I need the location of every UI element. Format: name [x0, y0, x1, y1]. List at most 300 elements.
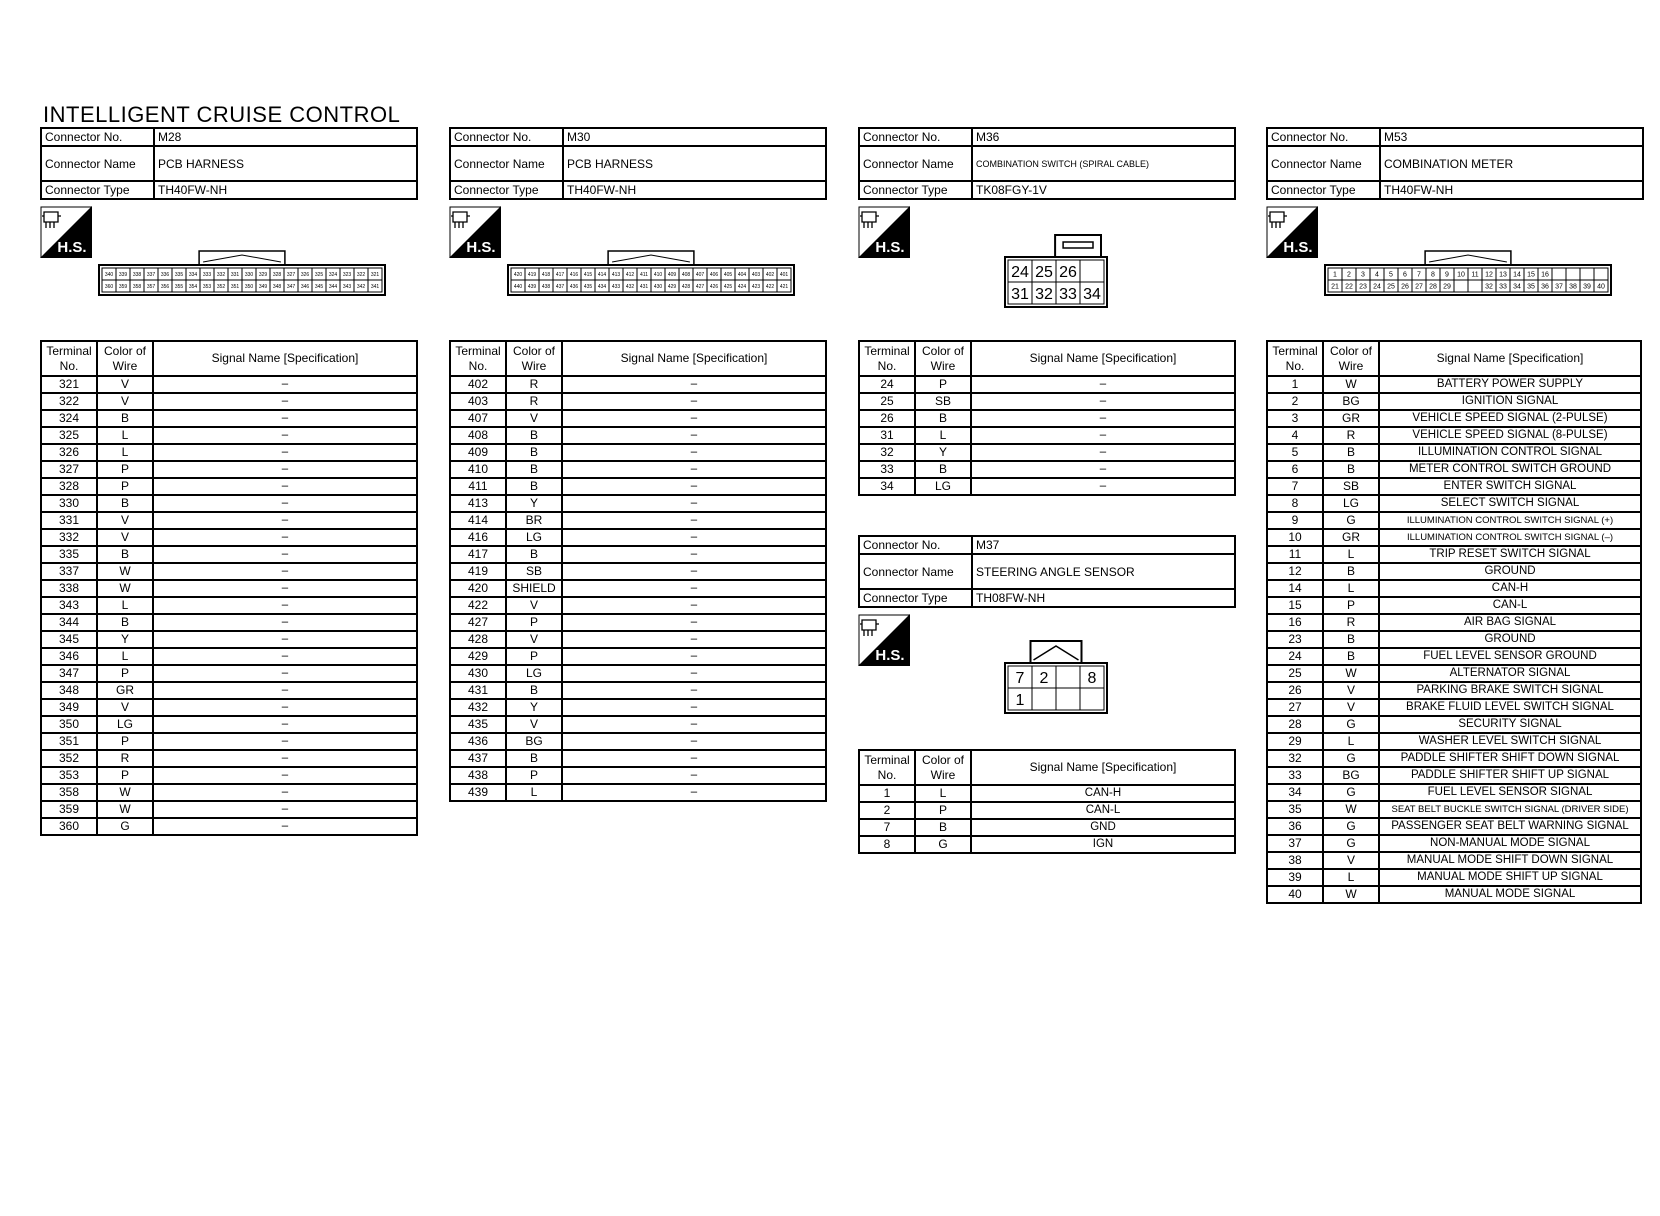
wire-color-cell: Y [506, 495, 562, 512]
signal-name-cell: CAN-L [1379, 597, 1641, 614]
table-row [1267, 750, 1641, 767]
hs-label: H.S. [466, 239, 496, 256]
wire-color-cell: W [1323, 886, 1379, 903]
table-row [1267, 393, 1641, 410]
connector-pin-label: 436 [569, 283, 579, 290]
connector-pin-label: 4 [1375, 271, 1379, 279]
terminal-no-cell: 327 [41, 461, 97, 478]
wire-color-cell: L [1323, 869, 1379, 886]
signal-name-cell: PADDLE SHIFTER SHIFT UP SIGNAL [1379, 767, 1641, 784]
terminal-no-cell: 11 [1267, 546, 1323, 563]
signal-name-cell: – [153, 393, 417, 410]
wire-color-cell: B [1323, 444, 1379, 461]
terminal-no-cell: 439 [450, 784, 506, 801]
table-row [41, 631, 417, 648]
connector-pin-label: 430 [653, 283, 663, 290]
table-row [450, 563, 826, 580]
terminal-no-cell: 33 [859, 461, 915, 478]
wire-color-cell: B [506, 427, 562, 444]
signal-name-cell: – [153, 461, 417, 478]
terminal-no-cell: 37 [1267, 835, 1323, 852]
wire-color-cell: B [1323, 563, 1379, 580]
signal-name-cell: – [562, 478, 826, 495]
connector-pin-cell [1580, 268, 1594, 280]
connector-pin-label: 27 [1415, 283, 1423, 291]
connector-pin-label: 434 [597, 283, 607, 290]
connector-pin-label: 340 [104, 271, 114, 278]
connector-pin-label: 405 [723, 271, 733, 278]
table-row [41, 546, 417, 563]
table-row [859, 376, 1235, 393]
connector-pin-label: 330 [244, 271, 254, 278]
wire-color-cell: LG [506, 529, 562, 546]
wire-color-cell: BG [1323, 393, 1379, 410]
signal-name-cell: – [153, 767, 417, 784]
connector-info-table [449, 127, 827, 200]
terminal-no-cell: 27 [1267, 699, 1323, 716]
connector-pin-cell [1080, 688, 1104, 710]
table-row [41, 427, 417, 444]
wire-color-cell: P [97, 733, 153, 750]
table-row [450, 580, 826, 597]
terminal-no-cell: 16 [1267, 614, 1323, 631]
signal-name-cell: CAN-L [971, 802, 1235, 819]
terminal-no-cell: 31 [859, 427, 915, 444]
color-of-wire-header: Color of Wire [506, 341, 562, 376]
table-row [1267, 563, 1641, 580]
connector-pin-label: 323 [342, 271, 352, 278]
signal-name-cell: – [153, 546, 417, 563]
table-row [41, 529, 417, 546]
connector-pin-label: 328 [272, 271, 282, 278]
wire-color-cell: SHIELD [506, 580, 562, 597]
connector-pin-label: 418 [541, 271, 551, 278]
wire-color-cell: W [1323, 376, 1379, 393]
signal-name-cell: – [562, 665, 826, 682]
wire-color-cell: SB [915, 393, 971, 410]
connector-pin-label: 431 [639, 283, 649, 290]
wire-color-cell: V [1323, 852, 1379, 869]
signal-name-cell: MANUAL MODE SHIFT UP SIGNAL [1379, 869, 1641, 886]
terminal-no-cell: 29 [1267, 733, 1323, 750]
wire-color-cell: P [915, 376, 971, 393]
signal-name-cell: – [562, 427, 826, 444]
table-row [1267, 648, 1641, 665]
signal-name-cell: – [153, 750, 417, 767]
color-of-wire-header: Color of Wire [915, 750, 971, 785]
signal-name-header: Signal Name [Specification] [971, 750, 1235, 785]
table-row [859, 427, 1235, 444]
signal-name-cell: – [153, 665, 417, 682]
connector-m37-panel [858, 535, 1236, 608]
signal-name-cell: – [153, 529, 417, 546]
table-row [1267, 529, 1641, 546]
terminal-no-cell: 15 [1267, 597, 1323, 614]
connector-type-label: Connector Type [450, 181, 563, 199]
connector-pin-label: 335 [174, 271, 184, 278]
connector-info-table [40, 127, 418, 200]
signal-name-cell: – [562, 495, 826, 512]
table-row [450, 597, 826, 614]
wire-color-cell: L [97, 427, 153, 444]
terminal-no-cell: 25 [859, 393, 915, 410]
table-row [41, 767, 417, 784]
table-row [1267, 733, 1641, 750]
connector-type-label: Connector Type [859, 181, 972, 199]
connector-pin-label: 342 [356, 283, 366, 290]
signal-name-cell: PASSENGER SEAT BELT WARNING SIGNAL [1379, 818, 1641, 835]
table-row [41, 580, 417, 597]
table-row [41, 461, 417, 478]
connector-pin-label: 32 [1485, 283, 1493, 291]
terminal-no-cell: 351 [41, 733, 97, 750]
connector-m28-face [98, 250, 386, 301]
connector-type-value: TH08FW-NH [972, 589, 1235, 607]
terminal-no-cell: 38 [1267, 852, 1323, 869]
connector-pin-label: 402 [765, 271, 775, 278]
table-row [450, 427, 826, 444]
connector-pin-label: 34 [1513, 283, 1521, 291]
connector-pin-label: 21 [1331, 283, 1339, 291]
signal-name-cell: – [562, 597, 826, 614]
connector-pin-label: 36 [1541, 283, 1549, 291]
wire-color-cell: R [506, 393, 562, 410]
wire-color-cell: V [506, 597, 562, 614]
wire-color-cell: G [915, 836, 971, 853]
signal-name-cell: VEHICLE SPEED SIGNAL (8-PULSE) [1379, 427, 1641, 444]
wire-color-cell: L [915, 785, 971, 802]
wire-color-cell: W [97, 580, 153, 597]
harness-side-icon [40, 206, 92, 258]
terminal-no-cell: 32 [859, 444, 915, 461]
wire-color-cell: SB [506, 563, 562, 580]
wire-color-cell: P [506, 614, 562, 631]
signal-name-cell: – [153, 495, 417, 512]
terminal-no-cell: 35 [1267, 801, 1323, 818]
connector-type-label: Connector Type [41, 181, 154, 199]
connector-pin-label: 326 [300, 271, 310, 278]
terminal-table-m30-panel [449, 340, 827, 802]
connector-pin-cell [1056, 666, 1080, 688]
connector-name-label: Connector Name [450, 146, 563, 181]
wire-color-cell: Y [506, 699, 562, 716]
terminal-table-m28-panel [40, 340, 418, 836]
connector-pin-label: 410 [653, 271, 663, 278]
terminal-no-cell: 411 [450, 478, 506, 495]
terminal-no-header: Terminal No. [41, 341, 97, 376]
connector-pin-label: 439 [527, 283, 537, 290]
harness-side-icon [858, 614, 910, 666]
hs-label: H.S. [1283, 239, 1313, 256]
table-row [1267, 580, 1641, 597]
terminal-no-cell: 344 [41, 614, 97, 631]
signal-name-cell: – [153, 614, 417, 631]
connector-type-value: TH40FW-NH [563, 181, 826, 199]
terminal-no-cell: 4 [1267, 427, 1323, 444]
signal-name-cell: – [562, 716, 826, 733]
wire-color-cell: G [1323, 818, 1379, 835]
wire-color-cell: SB [1323, 478, 1379, 495]
connector-no-value: M30 [563, 128, 826, 146]
signal-name-cell: – [153, 376, 417, 393]
terminal-no-cell: 416 [450, 529, 506, 546]
wire-color-cell: B [1323, 648, 1379, 665]
terminal-no-cell: 12 [1267, 563, 1323, 580]
connector-pin-label: 406 [709, 271, 719, 278]
terminal-no-cell: 33 [1267, 767, 1323, 784]
table-row [1267, 682, 1641, 699]
terminal-no-cell: 352 [41, 750, 97, 767]
signal-name-cell: – [562, 699, 826, 716]
table-row [450, 767, 826, 784]
signal-name-cell: – [562, 529, 826, 546]
wire-color-cell: B [97, 614, 153, 631]
table-row [1267, 699, 1641, 716]
wire-color-cell: W [97, 563, 153, 580]
table-row [450, 410, 826, 427]
connector-pin-label: 7 [1015, 669, 1025, 687]
table-row [450, 733, 826, 750]
connector-pin-label: 34 [1083, 285, 1101, 303]
signal-name-cell: – [562, 444, 826, 461]
wire-color-cell: P [97, 665, 153, 682]
connector-face-graphic [507, 250, 795, 296]
wire-color-cell: V [506, 410, 562, 427]
terminal-no-cell: 6 [1267, 461, 1323, 478]
connector-info-table [1266, 127, 1644, 200]
connector-pin-label: 343 [342, 283, 352, 290]
terminal-no-cell: 39 [1267, 869, 1323, 886]
signal-name-cell: FUEL LEVEL SENSOR GROUND [1379, 648, 1641, 665]
terminal-no-cell: 420 [450, 580, 506, 597]
table-row [450, 376, 826, 393]
connector-pin-label: 337 [146, 271, 156, 278]
table-row [859, 393, 1235, 410]
signal-name-cell: – [153, 478, 417, 495]
wire-color-cell: W [1323, 665, 1379, 682]
connector-pin-label: 427 [695, 283, 705, 290]
connector-pin-label: 331 [230, 271, 240, 278]
wire-color-cell: GR [97, 682, 153, 699]
signal-name-cell: – [153, 512, 417, 529]
wire-color-cell: L [97, 597, 153, 614]
terminal-no-cell: 28 [1267, 716, 1323, 733]
hs-label: H.S. [875, 647, 905, 664]
table-header-row [859, 341, 1235, 376]
connector-pin-label: 425 [723, 283, 733, 290]
wire-color-cell: LG [1323, 495, 1379, 512]
wire-color-cell: B [506, 444, 562, 461]
connector-pin-label: 401 [779, 271, 789, 278]
connector-pin-label: 341 [370, 283, 380, 290]
connector-pin-label: 352 [216, 283, 226, 290]
connector-no-label: Connector No. [1267, 128, 1380, 146]
terminal-no-cell: 322 [41, 393, 97, 410]
table-row [1267, 631, 1641, 648]
connector-m53-face [1324, 250, 1612, 301]
terminal-no-cell: 402 [450, 376, 506, 393]
connector-m36-face [1004, 234, 1108, 313]
connector-pin-label: 344 [328, 283, 338, 290]
terminal-no-cell: 2 [1267, 393, 1323, 410]
connector-name-value: PCB HARNESS [154, 146, 417, 181]
color-of-wire-header: Color of Wire [915, 341, 971, 376]
terminal-no-cell: 431 [450, 682, 506, 699]
connector-type-label: Connector Type [1267, 181, 1380, 199]
wire-color-cell: BG [506, 733, 562, 750]
wire-color-cell: L [1323, 546, 1379, 563]
signal-name-cell: SECURITY SIGNAL [1379, 716, 1641, 733]
terminal-no-cell: 346 [41, 648, 97, 665]
connector-pin-label: 353 [202, 283, 212, 290]
table-row [859, 444, 1235, 461]
connector-pin-label: 11 [1471, 271, 1479, 279]
signal-name-cell: – [971, 461, 1235, 478]
connector-no-value: M36 [972, 128, 1235, 146]
signal-name-cell: CAN-H [1379, 580, 1641, 597]
table-header-row [41, 341, 417, 376]
connector-pin-label: 338 [132, 271, 142, 278]
connector-pin-label: 356 [160, 283, 170, 290]
connector-pin-label: 354 [188, 283, 198, 290]
terminal-no-cell: 435 [450, 716, 506, 733]
signal-name-cell: – [562, 393, 826, 410]
connector-pin-label: 25 [1387, 283, 1395, 291]
terminal-no-cell: 343 [41, 597, 97, 614]
terminal-table [858, 749, 1236, 854]
wire-color-cell: V [1323, 682, 1379, 699]
wire-color-cell: LG [915, 478, 971, 495]
wire-color-cell: B [506, 750, 562, 767]
connector-pin-label: 24 [1011, 263, 1029, 281]
connector-pin-label: 8 [1431, 271, 1435, 279]
connector-pin-label: 415 [583, 271, 593, 278]
wire-color-cell: L [506, 784, 562, 801]
terminal-no-cell: 409 [450, 444, 506, 461]
terminal-no-cell: 419 [450, 563, 506, 580]
wire-color-cell: GR [1323, 529, 1379, 546]
harness-side-icon [858, 206, 910, 258]
connector-pin-label: 409 [667, 271, 677, 278]
connector-pin-label: 432 [625, 283, 635, 290]
terminal-no-cell: 26 [859, 410, 915, 427]
connector-pin-label: 5 [1389, 271, 1393, 279]
signal-name-cell: – [153, 427, 417, 444]
signal-name-cell: – [153, 801, 417, 818]
terminal-table-m36-panel [858, 340, 1236, 496]
wire-color-cell: Y [915, 444, 971, 461]
signal-name-cell: ENTER SWITCH SIGNAL [1379, 478, 1641, 495]
table-row [450, 546, 826, 563]
wire-color-cell: P [506, 648, 562, 665]
terminal-no-cell: 321 [41, 376, 97, 393]
connector-pin-label: 413 [611, 271, 621, 278]
wire-color-cell: G [1323, 835, 1379, 852]
connector-name-value: STEERING ANGLE SENSOR [972, 554, 1235, 589]
harness-side-icon-graphic [40, 206, 92, 258]
connector-pin-label: 426 [709, 283, 719, 290]
connector-pin-label: 359 [118, 283, 128, 290]
connector-pin-label: 349 [258, 283, 268, 290]
connector-pin-label: 33 [1499, 283, 1507, 291]
connector-pin-label: 9 [1445, 271, 1449, 279]
wire-color-cell: V [506, 631, 562, 648]
wire-color-cell: GR [1323, 410, 1379, 427]
terminal-no-cell: 332 [41, 529, 97, 546]
terminal-no-cell: 338 [41, 580, 97, 597]
signal-name-cell: SELECT SWITCH SIGNAL [1379, 495, 1641, 512]
connector-pin-label: 333 [202, 271, 212, 278]
connector-name-value: PCB HARNESS [563, 146, 826, 181]
connector-pin-cell [1594, 268, 1608, 280]
wire-color-cell: B [506, 478, 562, 495]
connector-pin-label: 423 [751, 283, 761, 290]
signal-name-cell: – [562, 733, 826, 750]
table-row [450, 529, 826, 546]
table-row [1267, 784, 1641, 801]
table-row [41, 648, 417, 665]
signal-name-cell: – [971, 478, 1235, 495]
connector-pin-label: 435 [583, 283, 593, 290]
wire-color-cell: R [506, 376, 562, 393]
connector-pin-label: 350 [244, 283, 254, 290]
signal-name-cell: MANUAL MODE SHIFT DOWN SIGNAL [1379, 852, 1641, 869]
connector-pin-label: 329 [258, 271, 268, 278]
connector-pin-label: 348 [272, 283, 282, 290]
terminal-no-cell: 40 [1267, 886, 1323, 903]
connector-type-value: TK08FGY-1V [972, 181, 1235, 199]
table-row [1267, 869, 1641, 886]
signal-name-cell: – [971, 444, 1235, 461]
terminal-table [40, 340, 418, 836]
plug-glyph [860, 620, 879, 636]
terminal-no-cell: 330 [41, 495, 97, 512]
wire-color-cell: BR [506, 512, 562, 529]
latch-tab [1031, 641, 1082, 665]
connector-no-label: Connector No. [41, 128, 154, 146]
connector-no-value: M53 [1380, 128, 1643, 146]
plug-glyph [42, 212, 61, 228]
terminal-table-m53-panel [1266, 340, 1642, 904]
signal-name-cell: – [971, 427, 1235, 444]
page-title: INTELLIGENT CRUISE CONTROL [43, 102, 401, 127]
terminal-no-cell: 427 [450, 614, 506, 631]
signal-name-header: Signal Name [Specification] [1379, 341, 1641, 376]
terminal-no-cell: 403 [450, 393, 506, 410]
terminal-table [1266, 340, 1642, 904]
table-row [41, 682, 417, 699]
connector-pin-label: 15 [1527, 271, 1535, 279]
signal-name-cell: MANUAL MODE SIGNAL [1379, 886, 1641, 903]
signal-name-cell: IGNITION SIGNAL [1379, 393, 1641, 410]
signal-name-cell: ALTERNATOR SIGNAL [1379, 665, 1641, 682]
signal-name-cell: PADDLE SHIFTER SHIFT DOWN SIGNAL [1379, 750, 1641, 767]
signal-name-cell: – [562, 546, 826, 563]
wire-color-cell: G [1323, 750, 1379, 767]
connector-pin-label: 26 [1401, 283, 1409, 291]
connector-pin-label: 16 [1541, 271, 1549, 279]
connector-no-label: Connector No. [450, 128, 563, 146]
wire-color-cell: B [97, 410, 153, 427]
connector-pin-label: 33 [1059, 285, 1077, 303]
table-row [450, 682, 826, 699]
latch-slot [1063, 242, 1093, 248]
wire-color-cell: V [97, 529, 153, 546]
signal-name-cell: – [153, 580, 417, 597]
color-of-wire-header: Color of Wire [1323, 341, 1379, 376]
harness-side-icon [449, 206, 501, 258]
table-row [41, 699, 417, 716]
